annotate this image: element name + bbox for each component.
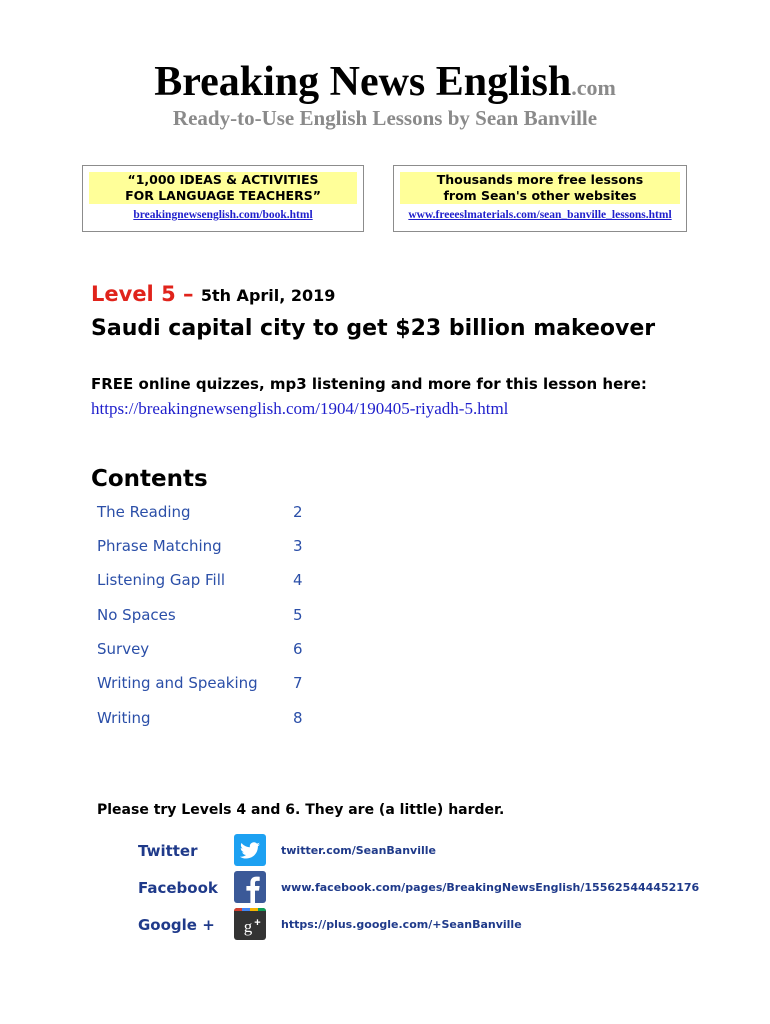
other-sites-promo-line-1: Thousands more free lessons	[436, 172, 644, 187]
book-promo-box	[82, 165, 364, 232]
other-sites-promo-line-2: from Sean's other websites	[443, 188, 637, 203]
try-levels-text: Please try Levels 4 and 6. They are (a little) harder.	[97, 802, 505, 818]
toc-item-page: 3	[293, 537, 303, 555]
google-plus-label: Google +	[138, 916, 215, 934]
site-title	[0, 58, 770, 106]
social-row-google-plus	[0, 908, 770, 942]
toc-item-name: Writing and Speaking	[97, 674, 258, 692]
toc-item-name: Writing	[97, 709, 151, 727]
level-label: Level 5	[91, 282, 176, 306]
svg-text:g: g	[243, 917, 253, 936]
free-resources-text: FREE online quizzes, mp3 listening and more for this lesson here:	[91, 375, 647, 393]
book-promo-line-1: “1,000 IDEAS & ACTIVITIES	[127, 172, 319, 187]
site-subtitle: Ready-to-Use English Lessons by Sean Banville	[172, 106, 598, 130]
toc-item-page: 2	[293, 503, 303, 521]
toc-item[interactable]	[97, 606, 327, 630]
toc-item[interactable]	[97, 709, 327, 733]
toc-item[interactable]	[97, 537, 327, 561]
toc-item-name: Survey	[97, 640, 150, 658]
toc-item-page: 6	[293, 640, 303, 658]
toc-item[interactable]	[97, 571, 327, 595]
toc-item-name: Listening Gap Fill	[97, 571, 226, 589]
book-promo-heading	[89, 172, 357, 204]
social-row-facebook	[0, 871, 770, 905]
toc-item-page: 8	[293, 709, 303, 727]
facebook-label: Facebook	[138, 879, 218, 897]
svg-text:+: +	[254, 917, 261, 929]
lesson-date: 5th April, 2019	[200, 286, 336, 305]
facebook-icon[interactable]	[234, 871, 266, 903]
lesson-title: Saudi capital city to get $23 billion makeover	[91, 316, 656, 341]
contents-heading: Contents	[91, 466, 208, 492]
twitter-bird-icon[interactable]	[234, 834, 266, 866]
book-promo-link[interactable]: breakingnewsenglish.com/book.html	[133, 209, 313, 221]
level-date-line	[91, 282, 335, 306]
site-title-tld: .com	[571, 75, 616, 100]
google-plus-icon[interactable]	[234, 908, 266, 940]
toc-item[interactable]	[97, 674, 327, 698]
twitter-link[interactable]: twitter.com/SeanBanville	[281, 844, 436, 857]
book-promo-line-2: FOR LANGUAGE TEACHERS”	[125, 188, 321, 203]
toc-item-name: No Spaces	[97, 606, 176, 624]
toc-item[interactable]	[97, 640, 327, 664]
other-sites-promo-heading	[400, 172, 680, 204]
toc-item-page: 5	[293, 606, 303, 624]
toc-item-page: 4	[293, 571, 303, 589]
google-plus-link[interactable]: https://plus.google.com/+SeanBanville	[281, 918, 522, 931]
toc-item-name: The Reading	[97, 503, 191, 521]
social-row-twitter	[0, 834, 770, 868]
other-sites-promo-link[interactable]: www.freeeslmaterials.com/sean_banville_lessons.html	[408, 209, 672, 221]
site-title-main: Breaking News English	[154, 59, 572, 105]
lesson-url-link[interactable]: https://breakingnewsenglish.com/1904/190405-riyadh-5.html	[91, 399, 509, 418]
toc-item-name: Phrase Matching	[97, 537, 222, 555]
toc-item-page: 7	[293, 674, 303, 692]
toc-item[interactable]	[97, 503, 327, 527]
level-dash: –	[175, 282, 201, 306]
twitter-label: Twitter	[138, 842, 198, 860]
facebook-link[interactable]: www.facebook.com/pages/BreakingNewsEnglish/155625444452176	[281, 881, 700, 894]
other-sites-promo-box	[393, 165, 687, 232]
